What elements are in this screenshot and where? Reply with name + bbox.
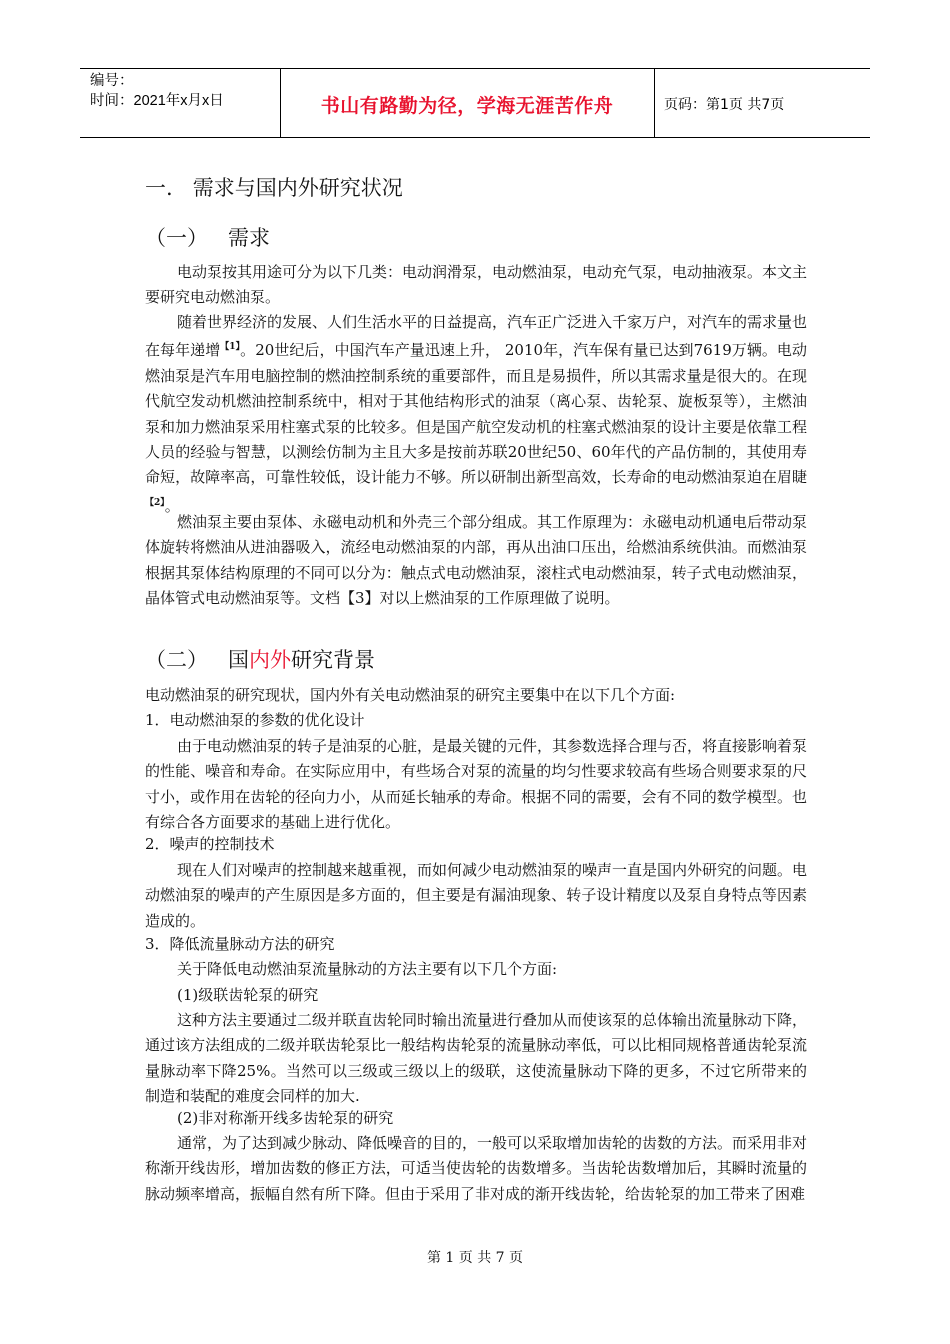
heading-text: （二） 国 [145, 648, 250, 672]
header-page-number: 页码：第1页 共7页 [664, 97, 785, 113]
list-item-heading: 1．电动燃油泵的参数的优化设计 [145, 711, 365, 729]
paragraph: 通常，为了达到减少脉动、降低噪音的目的，一般可以采取增加齿轮的齿数的方法。而采用非对称渐开线齿形，增加齿数的修正方法，可适当使齿轮的齿数增多。当齿轮齿数增加后，其瞬时流量的脉动频率增高，振幅自然有所下降。但由于采用了非对成的渐开线齿轮，给齿轮泵的加工带来了困难 [145, 1134, 808, 1203]
section-heading: 一. 需求与国内外研究状况 [145, 176, 403, 200]
paragraph-text: 。 [164, 496, 180, 515]
header-divider [654, 69, 655, 137]
list-item-heading: 2．噪声的控制技术 [145, 835, 275, 853]
citation: 【1】 [220, 342, 241, 353]
header-meta [90, 71, 280, 111]
citation: 【2】 [145, 497, 165, 508]
paragraph: 电动燃油泵的研究现状，国内外有关电动燃油泵的研究主要集中在以下几个方面: [145, 686, 676, 704]
document-date-label: 时间：2021年x月x日 [90, 93, 224, 109]
document-number-label: 编号： [90, 73, 134, 89]
paragraph-text: 随着世界经济的发展、人们生活水平的日益提高，汽车正广泛进入千家万户，对汽车的需求量也在每年递增 [145, 313, 808, 360]
list-item-heading: 3．降低流量脉动方法的研究 [145, 935, 335, 953]
paragraph: 由于电动燃油泵的转子是油泵的心脏，是最关键的元件，其参数选择合理与否，将直接影响着泵的性能、噪音和寿命。在实际应用中，有些场合对泵的流量的均匀性要求较高有些场合则要求泵的尺寸小，或作用在齿轮的径向力小，从而延长轴承的寿命。根据不同的需要，会有不同的数学模型。也有综合各方面要求的基础上进行优化。 [145, 737, 808, 832]
sub-item-heading: (1)级联齿轮泵的研究 [177, 986, 319, 1004]
paragraph: 现在人们对噪声的控制越来越重视，而如何减少电动燃油泵的噪声一直是国内外研究的问题。电动燃油泵的噪声的产生原因是多方面的，但主要是有漏油现象、转子设计精度以及泵自身特点等因素造成的。 [145, 861, 808, 930]
paragraph: 燃油泵主要由泵体、永磁电动机和外壳三个部分组成。其工作原理为：永磁电动机通电后带动泵体旋转将燃油从进油器吸入，流经电动燃油泵的内部，再从出油口压出，给燃油系统供油。而燃油泵根据其泵体结构原理的不同可以分为：触点式电动燃油泵，滚柱式电动燃油泵，转子式电动燃油泵，晶体管式电动燃油泵等。文档【3】对以上燃油泵的工作原理做了说明。 [145, 513, 808, 608]
page-footer: 第 1 页 共 7 页 [426, 1250, 524, 1266]
sub-item-heading: (2)非对称渐开线多齿轮泵的研究 [177, 1109, 394, 1127]
page-header [80, 68, 870, 138]
heading-text: 研究背景 [291, 648, 376, 672]
header-motto: 书山有路勤为径，学海无涯苦作舟 [320, 95, 614, 117]
heading-text-highlight: 内外 [249, 648, 292, 672]
paragraph: 这种方法主要通过二级并联直齿轮同时输出流量进行叠加从而使该泵的总体输出流量脉动下降，通过该方法组成的二级并联齿轮泵比一般结构齿轮泵的流量脉动率低，可以比相同规格普通齿轮泵流量脉动率下降25%。当然可以三级或三级以上的级联，这使流量脉动下降的更多，不过它所带来的制造和装配的难度会同样的加大. [145, 1011, 808, 1106]
paragraph: 电动泵按其用途可分为以下几类：电动润滑泵，电动燃油泵，电动充气泵，电动抽液泵。本文主要研究电动燃油泵。 [145, 263, 808, 307]
paragraph [145, 310, 807, 519]
subsection-heading-demand: （一） 需求 [145, 226, 271, 250]
paragraph-text: 。20世纪后，中国汽车产量迅速上升， 2010年，汽车保有量已达到7619万辆。电动燃油泵是汽车用电脑控制的燃油控制系统的重要部件，而且是易损件，所以其需求量是很大的。在现代航空发动机燃油控制系统中，相对于其他结构形式的油泵（离心泵、齿轮泵、旋板泵等），主燃油泵和加力燃油泵采用柱塞式泵的比较多。但是国产航空发动机的柱塞式燃油泵的设计主要是依靠工程人员的经验与智慧，以测绘仿制为主且大多是按前苏联20世纪50、60年代的产品仿制的，其使用寿命短，故障率高，可靠性较低，设计能力不够。所以研制出新型高效，长寿命的电动燃油泵迫在眉睫 [145, 341, 807, 487]
subsection-heading-background [145, 644, 375, 674]
paragraph-line: 关于降低电动燃油泵流量脉动的方法主要有以下几个方面: [177, 960, 558, 978]
